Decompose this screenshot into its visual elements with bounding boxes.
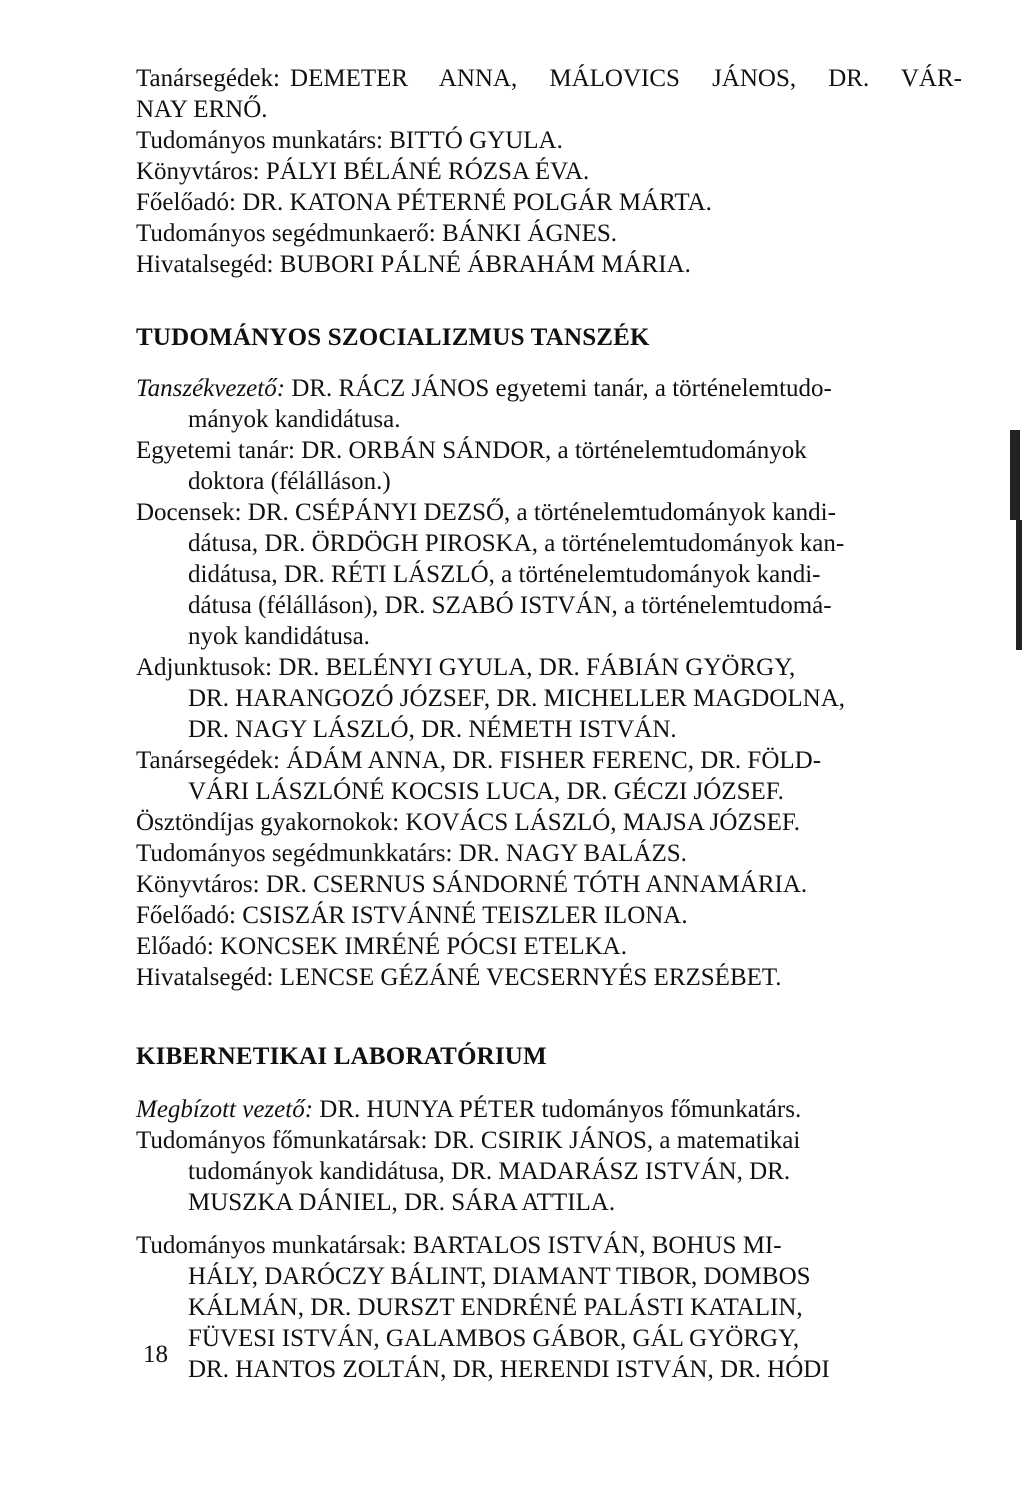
entry-continuation: nyok kandidátusa. — [188, 623, 370, 650]
entry-line — [136, 187, 962, 218]
entry-line — [136, 373, 962, 404]
entry-line — [136, 652, 962, 683]
entry-line — [136, 931, 962, 962]
entry-text: PÁLYI BÉLÁNÉ RÓZSA ÉVA. — [265, 158, 590, 185]
scan-edge-mark — [1010, 430, 1020, 520]
entry-line — [136, 962, 962, 993]
entry-label: Tudományos főmunkatársak: — [136, 1127, 428, 1154]
entry-label: Ösztöndíjas gyakornokok: — [136, 809, 400, 836]
entry-line — [136, 249, 962, 280]
entry-text: DR. CSERNUS SÁNDORNÉ TÓTH ANNAMÁRIA. — [265, 871, 808, 898]
entry-text: DR. CSÉPÁNYI DEZSŐ, a történelemtudományok kandi- — [247, 499, 836, 526]
entry-text: CSISZÁR ISTVÁNNÉ TEISZLER ILONA. — [242, 902, 688, 929]
entry-text: DR. BELÉNYI GYULA, DR. FÁBIÁN GYÖRGY, — [278, 654, 796, 681]
section-kibernetika-staff — [136, 1094, 962, 1385]
entry-continuation: DR. NAGY LÁSZLÓ, DR. NÉMETH ISTVÁN. — [188, 716, 677, 743]
entry-line — [136, 807, 962, 838]
entry-label: Tudományos segédmunkaerő: — [136, 220, 436, 247]
entry-text: DR. ORBÁN SÁNDOR, a történelemtudományok — [301, 437, 807, 464]
top-staff-list — [136, 63, 962, 280]
section-szocializmus-staff — [136, 373, 962, 993]
section-heading-kibernetika: KIBERNETIKAI LABORATÓRIUM — [136, 1043, 547, 1070]
entry-continuation: KÁLMÁN, DR. DURSZT ENDRÉNÉ PALÁSTI KATALIN, — [188, 1294, 803, 1321]
entry-label: Főelőadó: — [136, 189, 236, 216]
entry-continuation: mányok kandidátusa. — [188, 406, 401, 433]
entry-text: KONCSEK IMRÉNÉ PÓCSI ETELKA. — [220, 933, 627, 960]
entry-label: Előadó: — [136, 933, 214, 960]
entry-label: Könyvtáros: — [136, 158, 260, 185]
entry-continuation: VÁRI LÁSZLÓNÉ KOCSIS LUCA, DR. GÉCZI JÓZSEF. — [188, 778, 784, 805]
entry-continuation: tudományok kandidátusa, DR. MADARÁSZ ISTVÁN, DR. — [188, 1158, 791, 1185]
section-heading-szocializmus: TUDOMÁNYOS SZOCIALIZMUS TANSZÉK — [136, 324, 650, 351]
entry-line — [136, 156, 962, 187]
entry-label: Tudományos segédmunkkatárs: — [136, 840, 453, 867]
entry-text: DR. RÁCZ JÁNOS egyetemi tanár, a történelemtudo- — [291, 375, 832, 402]
entry-continuation: HÁLY, DARÓCZY BÁLINT, DIAMANT TIBOR, DOMBOS — [188, 1263, 811, 1290]
entry-text: KOVÁCS LÁSZLÓ, MAJSA JÓZSEF. — [405, 809, 801, 836]
entry-text: DR. KATONA PÉTERNÉ POLGÁR MÁRTA. — [242, 189, 712, 216]
entry-line — [136, 745, 962, 776]
entry-continuation: doktora (félálláson.) — [188, 468, 391, 495]
entry-label: Főelőadó: — [136, 902, 236, 929]
entry-label: Hivatalsegéd: — [136, 251, 274, 278]
entry-text: DR. NAGY BALÁZS. — [458, 840, 687, 867]
entry-label: Hivatalsegéd: — [136, 964, 274, 991]
entry-label: Tanszékvezető: — [136, 375, 286, 402]
entry-continuation: didátusa, DR. RÉTI LÁSZLÓ, a történelemtudományok kandi- — [188, 561, 821, 588]
entry-line — [136, 218, 962, 249]
entry-continuation: NAY ERNŐ. — [136, 96, 268, 123]
entry-text: ÁDÁM ANNA, DR. FISHER FERENC, DR. FÖLD- — [286, 747, 822, 774]
entry-line — [136, 1094, 962, 1125]
entry-text: BÁNKI ÁGNES. — [442, 220, 617, 247]
entry-label: Megbízott vezető: — [136, 1096, 314, 1123]
entry-label: Tanársegédek: — [136, 65, 281, 92]
entry-continuation: dátusa, DR. ÖRDÖGH PIROSKA, a történelemtudományok kan- — [188, 530, 845, 557]
entry-label: Tudományos munkatárs: — [136, 127, 383, 154]
entry-continuation: DR. HANTOS ZOLTÁN, DR, HERENDI ISTVÁN, DR. HÓDI — [188, 1356, 830, 1383]
entry-line — [136, 125, 962, 156]
entry-label: Tudományos munkatársak: — [136, 1232, 407, 1259]
entry-line — [136, 435, 962, 466]
entry-line — [136, 63, 962, 94]
entry-continuation: MUSZKA DÁNIEL, DR. SÁRA ATTILA. — [188, 1189, 616, 1216]
entry-continuation: DR. HARANGOZÓ JÓZSEF, DR. MICHELLER MAGDOLNA, — [188, 685, 846, 712]
entry-label: Egyetemi tanár: — [136, 437, 295, 464]
entry-line — [136, 1230, 962, 1261]
entry-line — [136, 497, 962, 528]
entry-text: LENCSE GÉZÁNÉ VECSERNYÉS ERZSÉBET. — [279, 964, 782, 991]
scan-edge-mark — [1016, 520, 1022, 650]
entry-line — [136, 838, 962, 869]
entry-text: DR. CSIRIK JÁNOS, a matematikai — [433, 1127, 801, 1154]
entry-text: DEMETER ANNA, MÁLOVICS JÁNOS, DR. VÁR- — [290, 65, 962, 92]
entry-continuation: FÜVESI ISTVÁN, GALAMBOS GÁBOR, GÁL GYÖRGY, — [188, 1325, 800, 1352]
entry-line — [136, 900, 962, 931]
entry-text: BITTÓ GYULA. — [389, 127, 563, 154]
entry-label: Könyvtáros: — [136, 871, 260, 898]
page-number: 18 — [143, 1341, 168, 1368]
entry-text: BARTALOS ISTVÁN, BOHUS MI- — [412, 1232, 782, 1259]
entry-label: Tanársegédek: — [136, 747, 281, 774]
entry-continuation: dátusa (félálláson), DR. SZABÓ ISTVÁN, a történelemtudomá- — [188, 592, 832, 619]
page-body — [136, 63, 962, 1385]
entry-label: Docensek: — [136, 499, 242, 526]
entry-line — [136, 869, 962, 900]
entry-text: BUBORI PÁLNÉ ÁBRAHÁM MÁRIA. — [279, 251, 691, 278]
entry-line — [136, 1125, 962, 1156]
entry-label: Adjunktusok: — [136, 654, 273, 681]
entry-text: DR. HUNYA PÉTER tudományos főmunkatárs. — [319, 1096, 802, 1123]
